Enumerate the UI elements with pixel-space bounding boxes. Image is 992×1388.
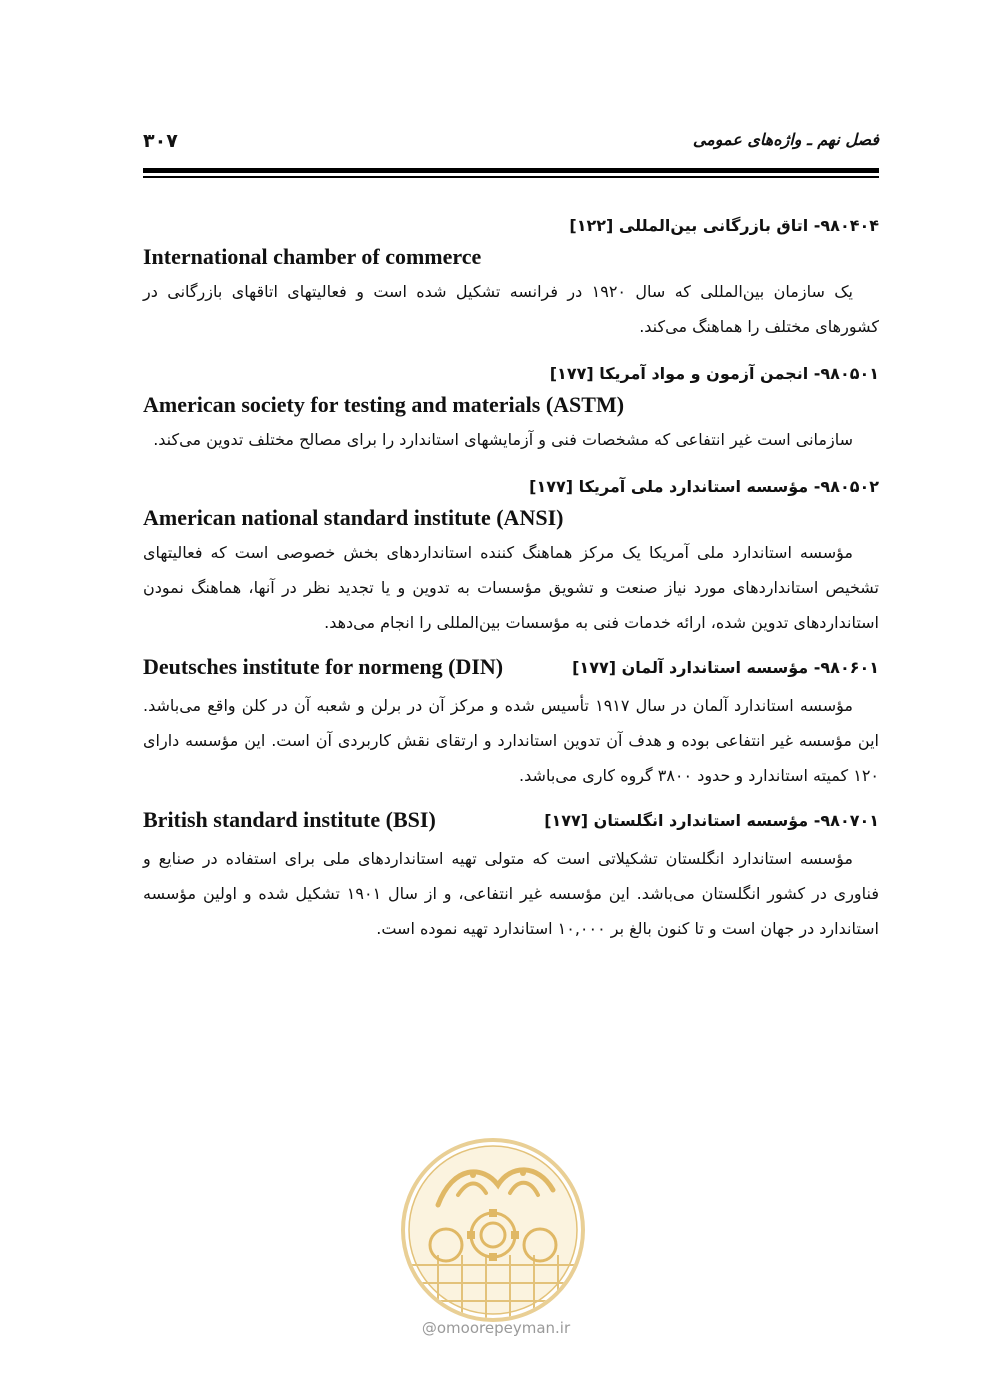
entry-code-title: ۹۸۰۶۰۱- مؤسسه استاندارد آلمان [۱۷۷] — [572, 658, 879, 677]
entry-definition: مؤسسه استاندارد ملی آمریکا یک مرکز هماهنگ کننده استانداردهای بخش خصوصی است که فعالیتهای تشخیص استانداردهای مورد نیاز صنعت و تشویق مؤسسات به تدوین و یا تجدید نظر در آنها، هماهنگ نمودن استانداردهای تدوین شده، ارائه خدمات فنی به مؤسسات بین‌المللی را انجام می‌دهد. — [143, 543, 879, 632]
entry-code-title: ۹۸۰۵۰۲- مؤسسه استاندارد ملی آمریکا [۱۷۷] — [529, 477, 879, 496]
entry-definition: مؤسسه استاندارد آلمان در سال ۱۹۱۷ تأسیس شده و مرکز آن در برلن و شعبه آن در کلن واقع می‌باشد. این مؤسسه غیر انتفاعی بوده و هدف آن تدوین استاندارد و ارتقای نقش کاربردی آن است. این مؤسسه دارای ۱۲۰ کمیته استاندارد و حدود ۳۸۰۰ گروه کاری می‌باشد. — [143, 696, 879, 785]
entry-english-term: International chamber of commerce — [143, 244, 482, 269]
glossary-entry — [143, 210, 879, 344]
entry-definition: یک سازمان بین‌المللی که سال ۱۹۲۰ در فرانسه تشکیل شده است و فعالیتهای اتاقهای بازرگانی در کشورهای مختلف را هماهنگ می‌کند. — [143, 282, 879, 336]
header-rule-thick — [143, 168, 879, 173]
entry-definition: سازمانی است غیر انتفاعی که مشخصات فنی و آزمایشهای استاندارد را برای مصالح مختلف تدوین می‌کند. — [153, 430, 853, 449]
chapter-title: فصل نهم ـ واژه‌های عمومی — [692, 130, 879, 149]
entry-code-title: ۹۸۰۵۰۱- انجمن آزمون و مواد آمریکا [۱۷۷] — [549, 364, 879, 383]
glossary-entry — [143, 358, 879, 457]
entry-head-row — [143, 652, 879, 688]
entry-definition: مؤسسه استاندارد انگلستان تشکیلاتی است که متولی تهیه استانداردهای ملی برای استفاده در صنایع و فناوری در کشور انگلستان می‌باشد. این مؤسسه غیر انتفاعی، و از سال ۱۹۰۱ تشکیل شده و اولین مؤسسه استاندارد در جهان است و تا کنون بالغ بر ۱۰,۰۰۰ استاندارد تهیه نموده است. — [143, 849, 880, 938]
watermark-url: @omoorepeyman.ir — [421, 1319, 571, 1337]
entry-english-term: British standard institute (BSI) — [143, 807, 436, 832]
page-number: ۳۰۷ — [143, 130, 178, 152]
glossary-entry — [143, 805, 879, 946]
entry-english-term: Deutsches institute for normeng (DIN) — [143, 654, 504, 679]
entry-head-row — [143, 805, 879, 841]
entry-english-term: American society for testing and materials (ASTM) — [143, 392, 625, 417]
entry-english-term: American national standard institute (ANSI) — [143, 505, 564, 530]
glossary-entries — [143, 210, 879, 958]
glossary-entry — [143, 652, 879, 793]
entry-code-title: ۹۸۰۷۰۱- مؤسسه استاندارد انگلستان [۱۷۷] — [544, 811, 879, 830]
entry-code-title: ۹۸۰۴۰۴- اتاق بازرگانی بین‌المللی [۱۲۲] — [569, 216, 879, 235]
header-rule-thin — [143, 176, 879, 178]
glossary-entry — [143, 471, 879, 640]
running-head — [143, 130, 879, 160]
watermark-seal-logo — [398, 1135, 588, 1325]
